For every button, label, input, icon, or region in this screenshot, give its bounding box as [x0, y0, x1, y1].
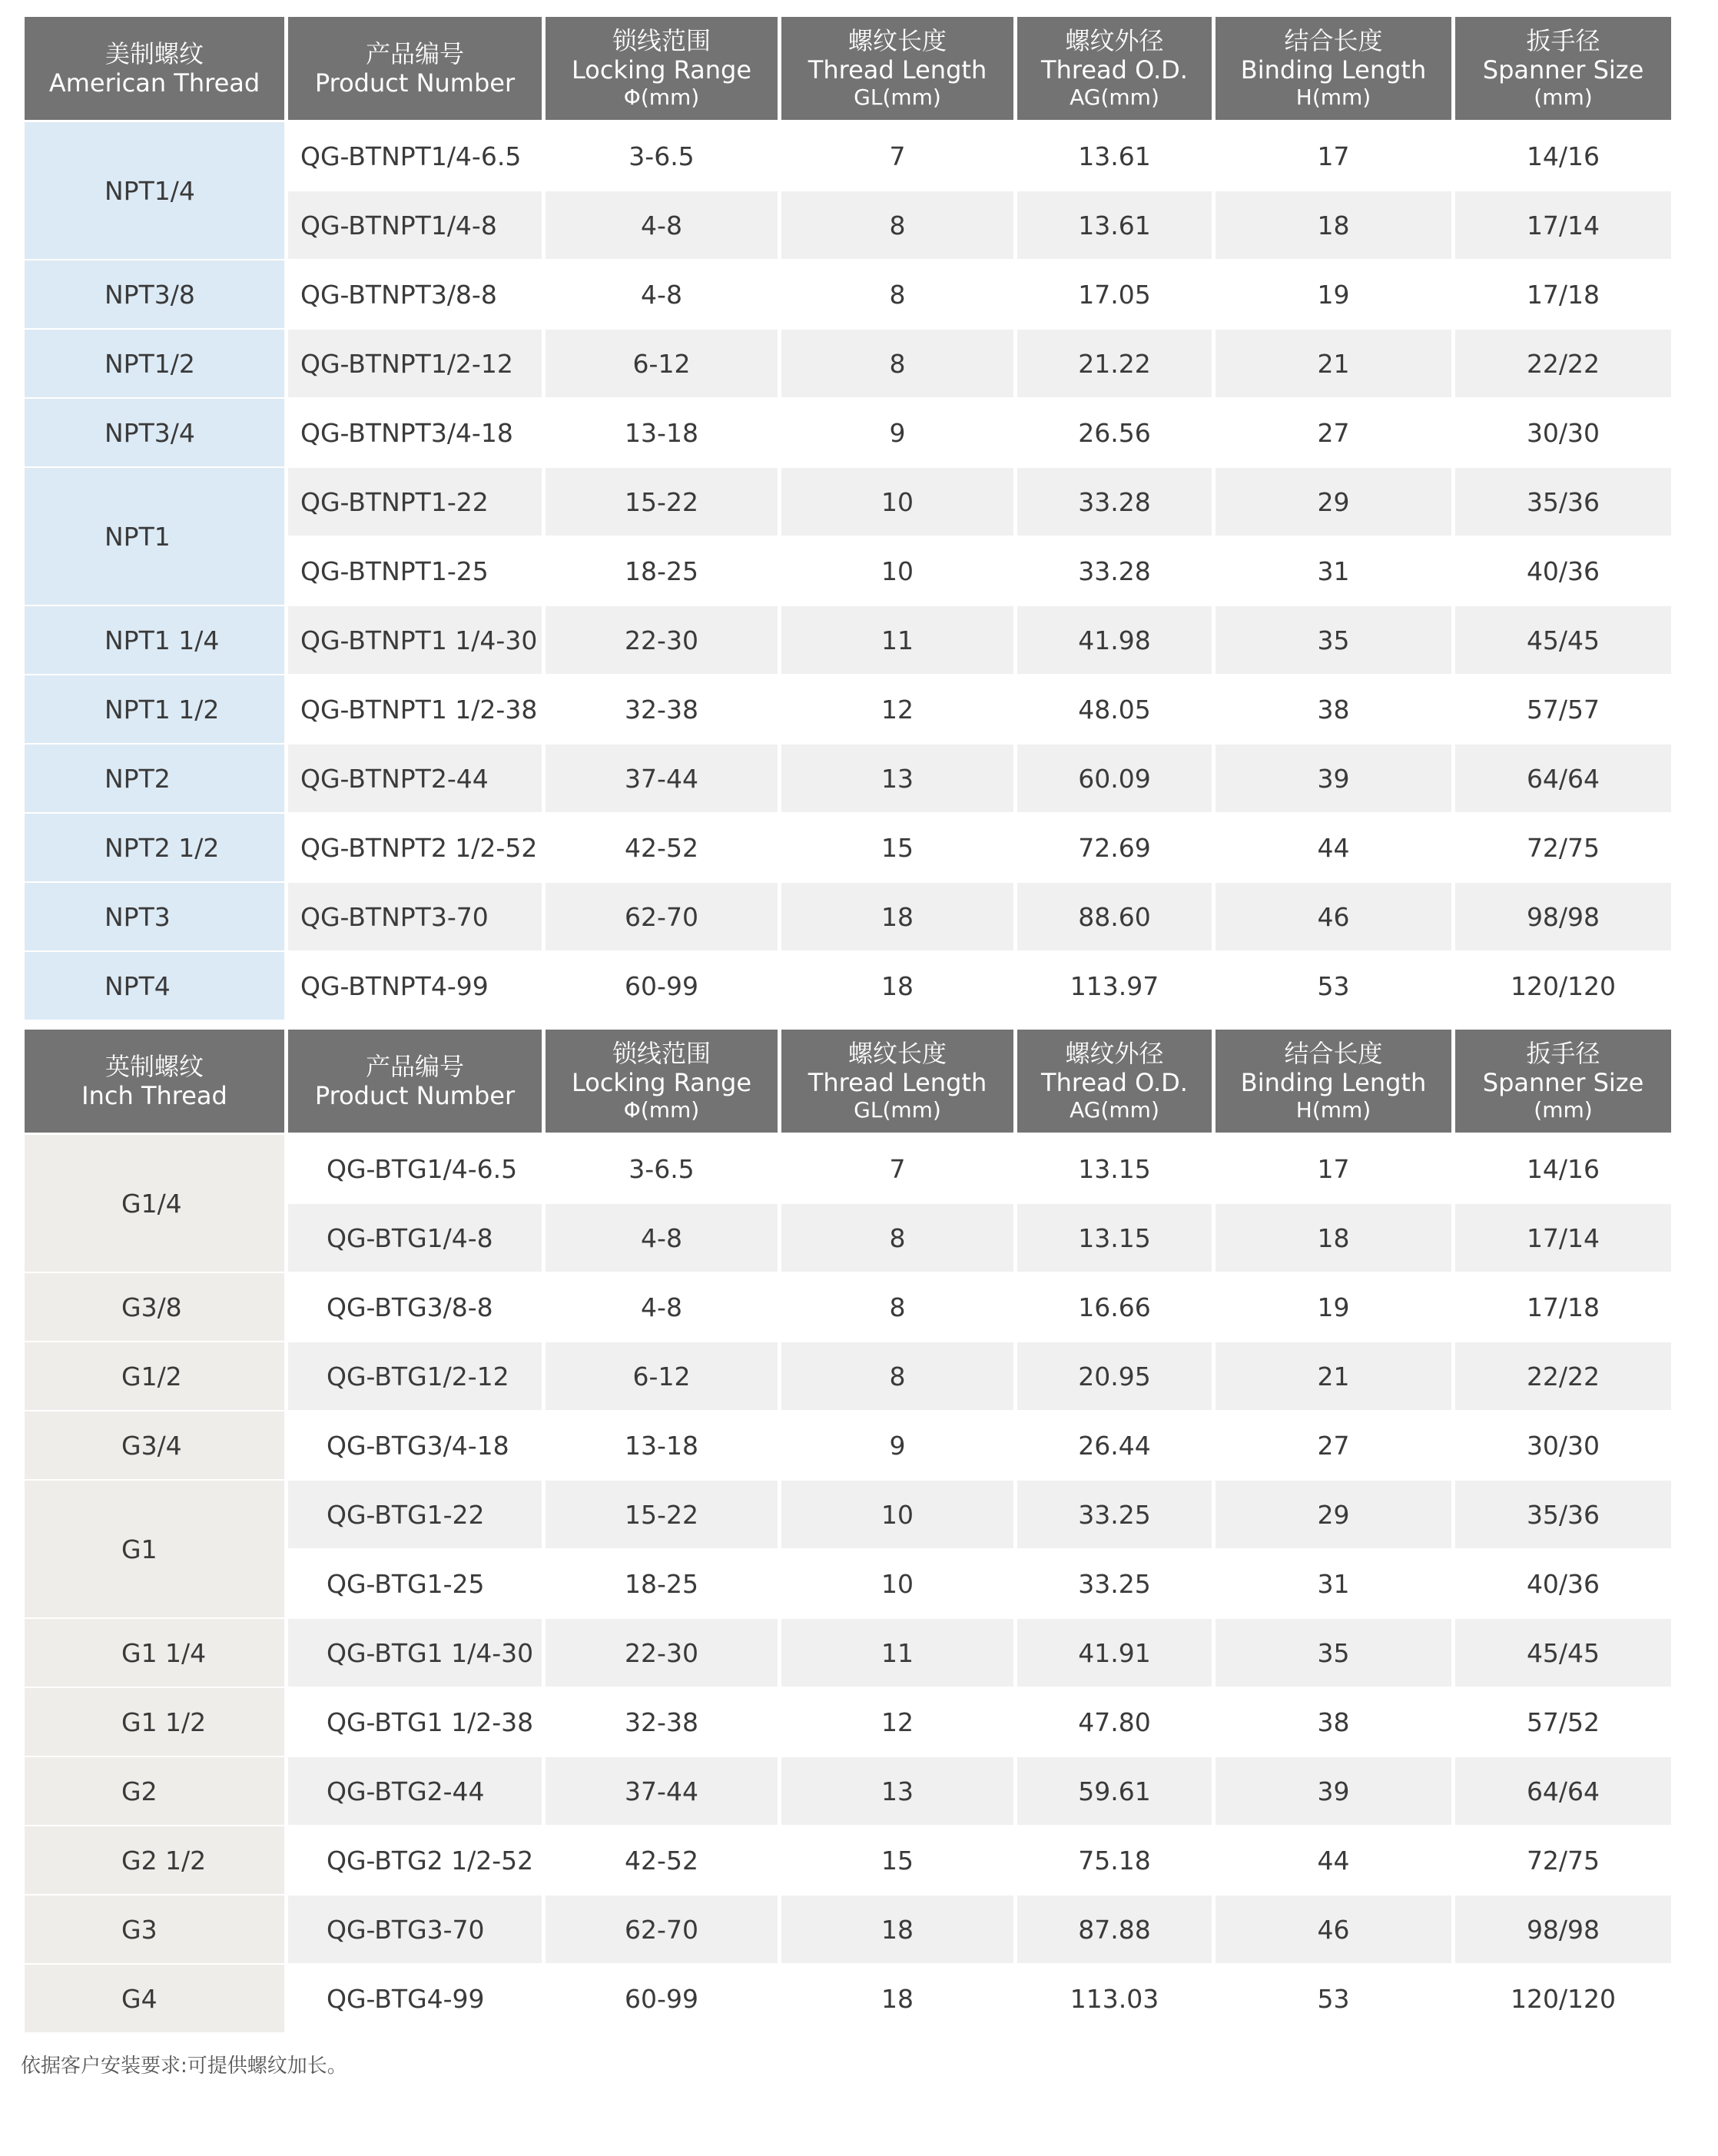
locking-range-cell: 62-70 — [546, 1896, 778, 1965]
thread-length-cell: 18 — [781, 1896, 1013, 1965]
locking-range-cell: 32-38 — [546, 1688, 778, 1757]
product-number-cell: QG-BTNPT3-70 — [288, 883, 542, 952]
table-row — [25, 1757, 1671, 1826]
product-number-cell: QG-BTNPT1-22 — [288, 468, 542, 537]
table-row — [25, 1826, 1671, 1896]
thread-length-cell: 10 — [781, 468, 1013, 537]
locking-range-cell: 37-44 — [546, 1757, 778, 1826]
locking-range-cell: 37-44 — [546, 745, 778, 814]
locking-range-cell: 4-8 — [546, 1204, 778, 1273]
product-number-cell: QG-BTNPT1 1/4-30 — [288, 606, 542, 675]
table-row — [25, 330, 1671, 399]
thread-length-cell: 11 — [781, 606, 1013, 675]
spanner-size-cell: 45/45 — [1455, 1619, 1671, 1688]
thread-od-cell: 26.44 — [1017, 1411, 1212, 1481]
locking-range-cell: 6-12 — [546, 330, 778, 399]
thread-size-cell: G3/8 — [25, 1273, 284, 1342]
binding-length-cell: 39 — [1216, 745, 1451, 814]
thread-size-cell: NPT1 1/4 — [25, 606, 284, 675]
product-number-cell: QG-BTG3/4-18 — [288, 1411, 542, 1481]
binding-length-cell: 18 — [1216, 191, 1451, 260]
thread-length-cell: 8 — [781, 1342, 1013, 1411]
thread-od-cell: 33.25 — [1017, 1481, 1212, 1550]
header-unit-label: AG(mm) — [1070, 85, 1159, 110]
product-number-cell: QG-BTNPT3/8-8 — [288, 260, 542, 330]
locking-range-cell: 3-6.5 — [546, 1135, 778, 1204]
locking-range-cell: 4-8 — [546, 191, 778, 260]
thread-od-header — [1017, 17, 1212, 122]
thread-size-cell: NPT1 — [25, 468, 284, 606]
thread-od-header — [1017, 1030, 1212, 1135]
table-row — [25, 883, 1671, 952]
product-number-cell: QG-BTG4-99 — [288, 1965, 542, 2034]
thread-length-cell: 8 — [781, 1204, 1013, 1273]
thread-od-cell: 21.22 — [1017, 330, 1212, 399]
spanner-size-cell: 98/98 — [1455, 883, 1671, 952]
thread-od-cell: 26.56 — [1017, 399, 1212, 468]
thread-size-cell: G2 — [25, 1757, 284, 1826]
header-cn-label: 产品编号 — [365, 39, 464, 68]
table-row — [25, 1481, 1671, 1550]
binding-length-cell: 17 — [1216, 1135, 1451, 1204]
binding-length-cell: 53 — [1216, 952, 1451, 1021]
product-number-cell: QG-BTNPT1/4-8 — [288, 191, 542, 260]
header-cn-label: 产品编号 — [365, 1052, 464, 1081]
thread-od-cell: 47.80 — [1017, 1688, 1212, 1757]
spanner-size-cell: 57/52 — [1455, 1688, 1671, 1757]
thread-od-cell: 13.15 — [1017, 1204, 1212, 1273]
header-en-label: Locking Range — [571, 1068, 752, 1097]
header-cn-label: 结合长度 — [1284, 26, 1383, 55]
thread-length-cell: 7 — [781, 1135, 1013, 1204]
binding-length-header — [1216, 1030, 1451, 1135]
locking-range-cell: 4-8 — [546, 260, 778, 330]
binding-length-cell: 44 — [1216, 814, 1451, 883]
product-number-header — [288, 1030, 542, 1135]
thread-od-cell: 16.66 — [1017, 1273, 1212, 1342]
header-cn-label: 锁线范围 — [612, 26, 711, 55]
thread-length-cell: 9 — [781, 1411, 1013, 1481]
product-number-cell: QG-BTG3-70 — [288, 1896, 542, 1965]
thread-size-cell: NPT2 — [25, 745, 284, 814]
spanner-size-cell: 22/22 — [1455, 330, 1671, 399]
thread-size-cell: NPT3/4 — [25, 399, 284, 468]
header-unit-label: AG(mm) — [1070, 1097, 1159, 1123]
american-thread-table — [21, 17, 1675, 1021]
spanner-size-cell: 14/16 — [1455, 122, 1671, 191]
thread-length-cell: 13 — [781, 745, 1013, 814]
product-number-cell: QG-BTG1/4-6.5 — [288, 1135, 542, 1204]
table-row — [25, 399, 1671, 468]
thread-size-cell: NPT1/4 — [25, 122, 284, 260]
thread-od-cell: 72.69 — [1017, 814, 1212, 883]
american-header-row — [25, 17, 1671, 122]
thread-header — [25, 17, 284, 122]
thread-length-cell: 15 — [781, 1826, 1013, 1896]
locking-range-cell: 13-18 — [546, 399, 778, 468]
binding-length-cell: 29 — [1216, 1481, 1451, 1550]
thread-length-cell: 15 — [781, 814, 1013, 883]
product-number-cell: QG-BTG1-25 — [288, 1550, 542, 1619]
binding-length-cell: 39 — [1216, 1757, 1451, 1826]
thread-size-cell: NPT4 — [25, 952, 284, 1021]
spanner-size-cell: 35/36 — [1455, 1481, 1671, 1550]
thread-od-cell: 13.15 — [1017, 1135, 1212, 1204]
header-unit-label: Φ(mm) — [623, 1097, 700, 1123]
product-number-cell: QG-BTNPT1-25 — [288, 537, 542, 606]
header-en-label: Binding Length — [1240, 1068, 1427, 1097]
thread-size-cell: G1 — [25, 1481, 284, 1619]
header-unit-label: GL(mm) — [854, 1097, 941, 1123]
header-unit-label: H(mm) — [1295, 1097, 1371, 1123]
product-number-cell: QG-BTNPT1 1/2-38 — [288, 675, 542, 745]
spanner-size-cell: 17/14 — [1455, 1204, 1671, 1273]
product-number-cell: QG-BTG1/2-12 — [288, 1342, 542, 1411]
thread-size-cell: G1/4 — [25, 1135, 284, 1273]
thread-size-cell: NPT1 1/2 — [25, 675, 284, 745]
locking-range-cell: 18-25 — [546, 537, 778, 606]
thread-size-cell: G3/4 — [25, 1411, 284, 1481]
table-row — [25, 1896, 1671, 1965]
spanner-size-header — [1455, 1030, 1671, 1135]
locking-range-cell: 42-52 — [546, 1826, 778, 1896]
thread-length-cell: 8 — [781, 260, 1013, 330]
inch-table-body — [25, 1135, 1671, 2034]
table-row — [25, 1342, 1671, 1411]
product-number-cell: QG-BTG1/4-8 — [288, 1204, 542, 1273]
table-row — [25, 1411, 1671, 1481]
thread-size-cell: G3 — [25, 1896, 284, 1965]
product-number-header — [288, 17, 542, 122]
binding-length-cell: 18 — [1216, 1204, 1451, 1273]
thread-size-cell: NPT1/2 — [25, 330, 284, 399]
thread-size-cell: NPT3 — [25, 883, 284, 952]
spanner-size-cell: 22/22 — [1455, 1342, 1671, 1411]
header-en-label: Product Number — [314, 68, 516, 98]
thread-size-cell: NPT3/8 — [25, 260, 284, 330]
thread-od-cell: 60.09 — [1017, 745, 1212, 814]
header-en-label: American Thread — [48, 68, 260, 98]
thread-size-cell: G1 1/4 — [25, 1619, 284, 1688]
table-row — [25, 606, 1671, 675]
thread-length-cell: 18 — [781, 952, 1013, 1021]
thread-size-cell: G2 1/2 — [25, 1826, 284, 1896]
thread-length-header — [781, 1030, 1013, 1135]
locking-range-cell: 13-18 — [546, 1411, 778, 1481]
thread-length-cell: 11 — [781, 1619, 1013, 1688]
locking-range-cell: 15-22 — [546, 468, 778, 537]
thread-length-cell: 8 — [781, 1273, 1013, 1342]
thread-od-cell: 48.05 — [1017, 675, 1212, 745]
table-row — [25, 814, 1671, 883]
thread-size-cell: G1/2 — [25, 1342, 284, 1411]
binding-length-header — [1216, 17, 1451, 122]
thread-od-cell: 113.03 — [1017, 1965, 1212, 2034]
thread-size-cell: NPT2 1/2 — [25, 814, 284, 883]
locking-range-cell: 4-8 — [546, 1273, 778, 1342]
thread-od-cell: 75.18 — [1017, 1826, 1212, 1896]
thread-od-cell: 13.61 — [1017, 191, 1212, 260]
header-cn-label: 扳手径 — [1526, 1039, 1600, 1068]
table-row — [25, 1688, 1671, 1757]
thread-header — [25, 1030, 284, 1135]
locking-range-cell: 3-6.5 — [546, 122, 778, 191]
table-row — [25, 122, 1671, 191]
locking-range-header — [546, 17, 778, 122]
thread-od-cell: 33.25 — [1017, 1550, 1212, 1619]
thread-od-cell: 33.28 — [1017, 537, 1212, 606]
product-number-cell: QG-BTNPT4-99 — [288, 952, 542, 1021]
thread-od-cell: 13.61 — [1017, 122, 1212, 191]
header-unit-label: Φ(mm) — [623, 85, 700, 110]
thread-length-cell: 18 — [781, 883, 1013, 952]
header-en-label: Product Number — [314, 1081, 516, 1110]
locking-range-cell: 18-25 — [546, 1550, 778, 1619]
locking-range-cell: 60-99 — [546, 952, 778, 1021]
header-cn-label: 英制螺纹 — [104, 1052, 204, 1081]
binding-length-cell: 46 — [1216, 1896, 1451, 1965]
spanner-size-cell: 98/98 — [1455, 1896, 1671, 1965]
thread-od-cell: 20.95 — [1017, 1342, 1212, 1411]
binding-length-cell: 53 — [1216, 1965, 1451, 2034]
product-number-cell: QG-BTG1-22 — [288, 1481, 542, 1550]
thread-od-cell: 17.05 — [1017, 260, 1212, 330]
spanner-size-cell: 64/64 — [1455, 1757, 1671, 1826]
spanner-size-cell: 120/120 — [1455, 952, 1671, 1021]
thread-length-cell: 8 — [781, 191, 1013, 260]
binding-length-cell: 21 — [1216, 1342, 1451, 1411]
spanner-size-cell: 57/57 — [1455, 675, 1671, 745]
locking-range-cell: 42-52 — [546, 814, 778, 883]
header-en-label: Inch Thread — [81, 1081, 227, 1110]
header-unit-label: H(mm) — [1295, 85, 1371, 110]
header-en-label: Binding Length — [1240, 55, 1427, 85]
binding-length-cell: 17 — [1216, 122, 1451, 191]
spanner-size-cell: 40/36 — [1455, 537, 1671, 606]
header-en-label: Thread O.D. — [1041, 1068, 1188, 1097]
spanner-size-cell: 72/75 — [1455, 1826, 1671, 1896]
product-number-cell: QG-BTG1 1/2-38 — [288, 1688, 542, 1757]
header-en-label: Thread Length — [808, 55, 987, 85]
table-row — [25, 468, 1671, 537]
binding-length-cell: 38 — [1216, 675, 1451, 745]
header-cn-label: 锁线范围 — [612, 1039, 711, 1068]
header-unit-label: (mm) — [1534, 1097, 1593, 1123]
binding-length-cell: 35 — [1216, 606, 1451, 675]
thread-od-cell: 87.88 — [1017, 1896, 1212, 1965]
header-unit-label: (mm) — [1534, 85, 1593, 110]
thread-length-cell: 10 — [781, 1550, 1013, 1619]
header-en-label: Spanner Size — [1482, 1068, 1644, 1097]
binding-length-cell: 27 — [1216, 399, 1451, 468]
locking-range-cell: 6-12 — [546, 1342, 778, 1411]
thread-length-cell: 13 — [781, 1757, 1013, 1826]
locking-range-cell: 32-38 — [546, 675, 778, 745]
thread-length-cell: 12 — [781, 1688, 1013, 1757]
thread-size-cell: G1 1/2 — [25, 1688, 284, 1757]
thread-od-cell: 33.28 — [1017, 468, 1212, 537]
binding-length-cell: 19 — [1216, 1273, 1451, 1342]
locking-range-cell: 15-22 — [546, 1481, 778, 1550]
binding-length-cell: 27 — [1216, 1411, 1451, 1481]
spanner-size-cell: 120/120 — [1455, 1965, 1671, 2034]
product-number-cell: QG-BTNPT1/2-12 — [288, 330, 542, 399]
header-cn-label: 螺纹外径 — [1065, 26, 1164, 55]
product-number-cell: QG-BTG3/8-8 — [288, 1273, 542, 1342]
binding-length-cell: 35 — [1216, 1619, 1451, 1688]
binding-length-cell: 31 — [1216, 1550, 1451, 1619]
thread-length-cell: 10 — [781, 1481, 1013, 1550]
spanner-size-cell: 30/30 — [1455, 399, 1671, 468]
table-row — [25, 675, 1671, 745]
thread-length-header — [781, 17, 1013, 122]
spanner-size-cell: 17/18 — [1455, 260, 1671, 330]
product-number-cell: QG-BTG2-44 — [288, 1757, 542, 1826]
binding-length-cell: 31 — [1216, 537, 1451, 606]
thread-length-cell: 8 — [781, 330, 1013, 399]
thread-size-cell: G4 — [25, 1965, 284, 2034]
footnote: 依据客户安装要求:可提供螺纹加长。 — [21, 2055, 347, 2078]
binding-length-cell: 38 — [1216, 1688, 1451, 1757]
header-cn-label: 美制螺纹 — [104, 39, 204, 68]
thread-length-cell: 18 — [781, 1965, 1013, 2034]
table-row — [25, 745, 1671, 814]
header-en-label: Locking Range — [571, 55, 752, 85]
header-en-label: Thread O.D. — [1041, 55, 1188, 85]
spanner-size-cell: 72/75 — [1455, 814, 1671, 883]
header-en-label: Spanner Size — [1482, 55, 1644, 85]
header-cn-label: 螺纹长度 — [847, 26, 947, 55]
product-number-cell: QG-BTNPT2 1/2-52 — [288, 814, 542, 883]
spanner-size-cell: 30/30 — [1455, 1411, 1671, 1481]
header-cn-label: 螺纹外径 — [1065, 1039, 1164, 1068]
header-cn-label: 结合长度 — [1284, 1039, 1383, 1068]
thread-length-cell: 10 — [781, 537, 1013, 606]
thread-length-cell: 7 — [781, 122, 1013, 191]
american-table-body — [25, 122, 1671, 1021]
table-row — [25, 1273, 1671, 1342]
thread-length-cell: 9 — [781, 399, 1013, 468]
spanner-size-cell: 17/14 — [1455, 191, 1671, 260]
locking-range-header — [546, 1030, 778, 1135]
header-en-label: Thread Length — [808, 1068, 987, 1097]
binding-length-cell: 29 — [1216, 468, 1451, 537]
locking-range-cell: 22-30 — [546, 606, 778, 675]
header-cn-label: 螺纹长度 — [847, 1039, 947, 1068]
table-row — [25, 1965, 1671, 2034]
thread-od-cell: 59.61 — [1017, 1757, 1212, 1826]
spanner-size-cell: 35/36 — [1455, 468, 1671, 537]
header-cn-label: 扳手径 — [1526, 26, 1600, 55]
inch-header-row — [25, 1030, 1671, 1135]
locking-range-cell: 22-30 — [546, 1619, 778, 1688]
thread-od-cell: 41.91 — [1017, 1619, 1212, 1688]
locking-range-cell: 60-99 — [546, 1965, 778, 2034]
spanner-size-cell: 40/36 — [1455, 1550, 1671, 1619]
table-row — [25, 952, 1671, 1021]
binding-length-cell: 21 — [1216, 330, 1451, 399]
table-row — [25, 260, 1671, 330]
spanner-size-cell: 64/64 — [1455, 745, 1671, 814]
thread-od-cell: 41.98 — [1017, 606, 1212, 675]
binding-length-cell: 46 — [1216, 883, 1451, 952]
binding-length-cell: 19 — [1216, 260, 1451, 330]
product-number-cell: QG-BTNPT1/4-6.5 — [288, 122, 542, 191]
thread-length-cell: 12 — [781, 675, 1013, 745]
spanner-size-cell: 17/18 — [1455, 1273, 1671, 1342]
inch-thread-table — [21, 1030, 1675, 2034]
product-number-cell: QG-BTG2 1/2-52 — [288, 1826, 542, 1896]
product-number-cell: QG-BTNPT3/4-18 — [288, 399, 542, 468]
spanner-size-cell: 14/16 — [1455, 1135, 1671, 1204]
table-row — [25, 1135, 1671, 1204]
locking-range-cell: 62-70 — [546, 883, 778, 952]
spanner-size-cell: 45/45 — [1455, 606, 1671, 675]
product-number-cell: QG-BTNPT2-44 — [288, 745, 542, 814]
product-number-cell: QG-BTG1 1/4-30 — [288, 1619, 542, 1688]
spanner-size-header — [1455, 17, 1671, 122]
binding-length-cell: 44 — [1216, 1826, 1451, 1896]
thread-od-cell: 88.60 — [1017, 883, 1212, 952]
table-row — [25, 1619, 1671, 1688]
thread-od-cell: 113.97 — [1017, 952, 1212, 1021]
header-unit-label: GL(mm) — [854, 85, 941, 110]
